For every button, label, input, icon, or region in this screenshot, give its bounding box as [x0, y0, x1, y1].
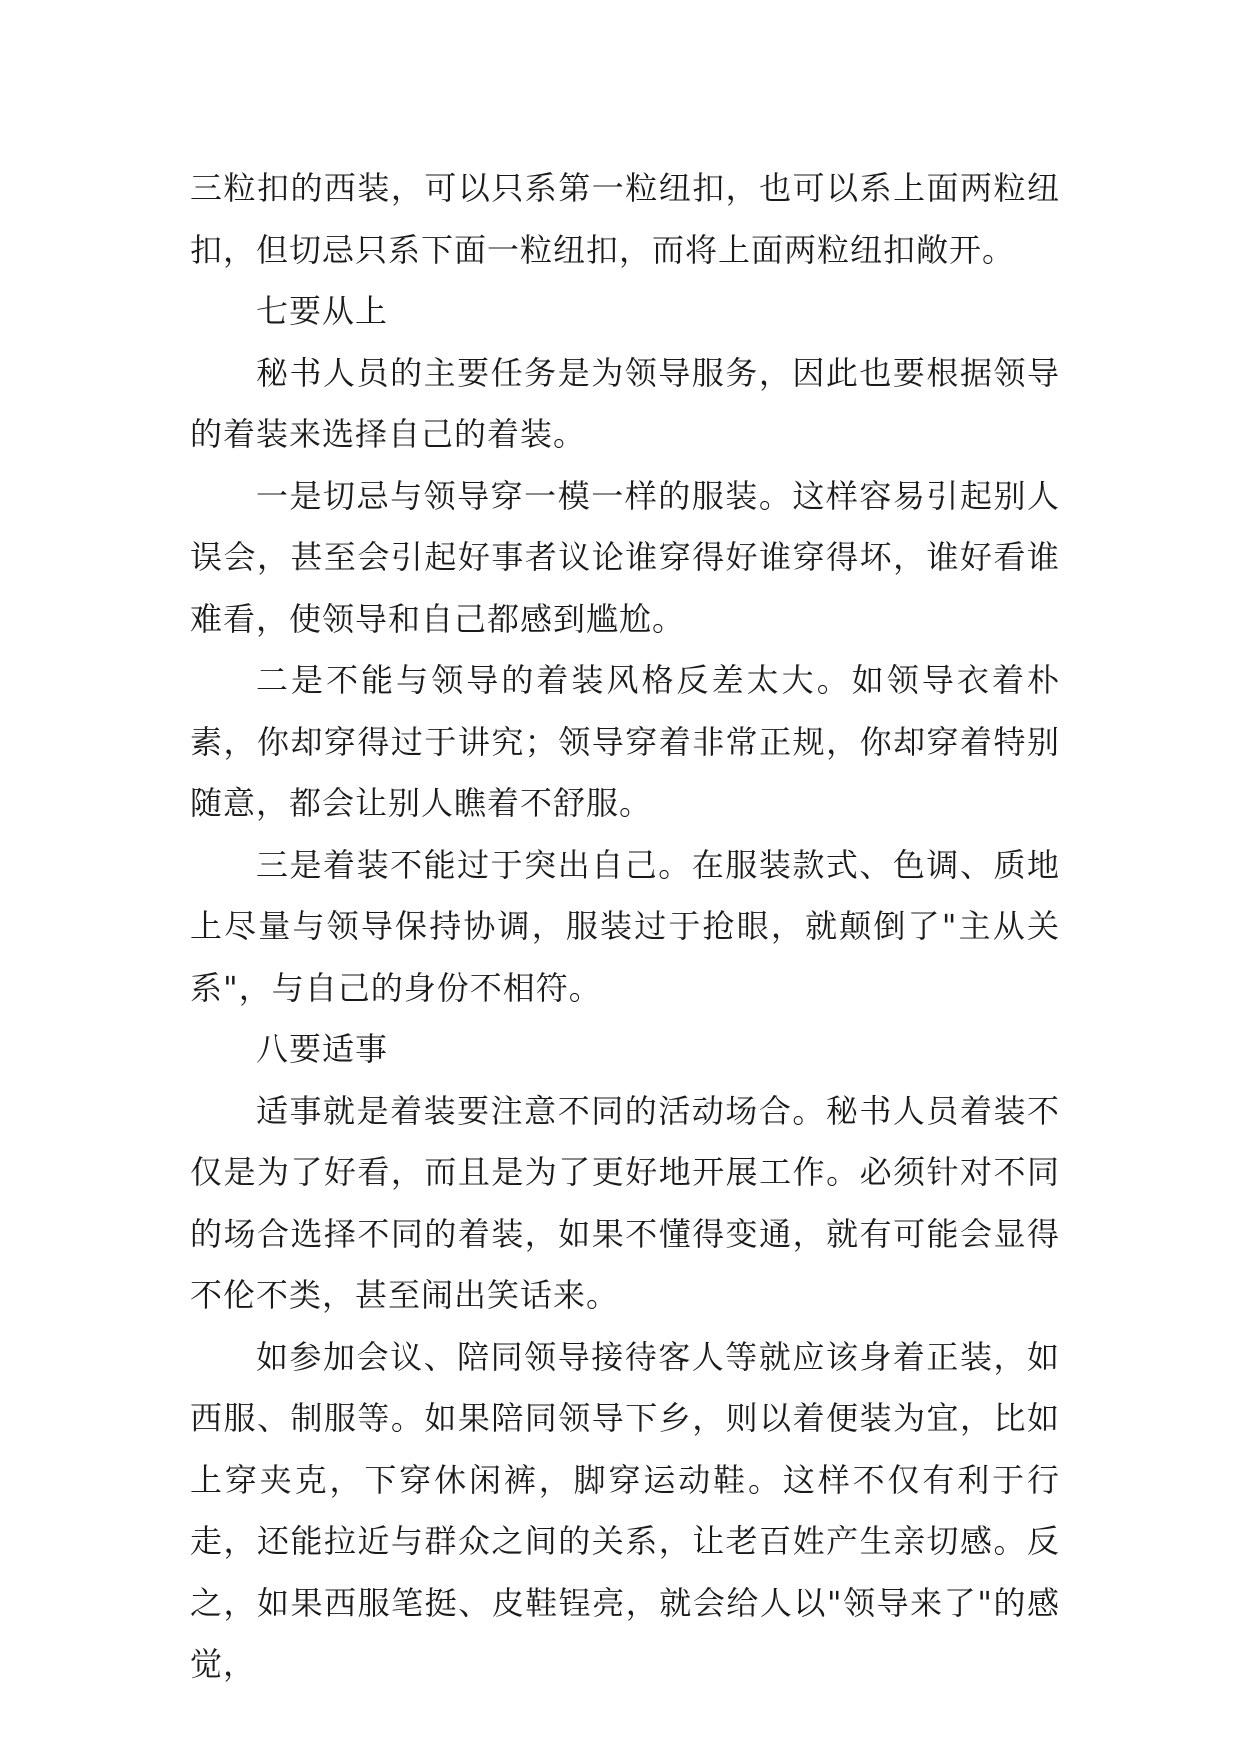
paragraph-point-two: 二是不能与领导的着装风格反差太大。如领导衣着朴素，你却穿得过于讲究；领导穿着非常正规，你却穿着特别随意，都会让别人瞧着不舒服。: [190, 661, 1060, 822]
paragraph-occasion-intro: 适事就是着装要注意不同的活动场合。秘书人员着装不仅是为了好看，而且是为了更好地开展工作。必须针对不同的场合选择不同的着装，如果不懂得变通，就有可能会显得不伦不类，甚至闹出笑话来。: [190, 1091, 1060, 1314]
document-body: [190, 158, 1060, 1696]
paragraph-occasion-examples: 如参加会议、陪同领导接待客人等就应该身着正装，如西服、制服等。如果陪同领导下乡，则以着便装为宜，比如上穿夹克，下穿休闲裤，脚穿运动鞋。这样不仅有利于行走，还能拉近与群众之间的关系，让老百姓产生亲切感。反之，如果西服笔挺、皮鞋锃亮，就会给人以"领导来了"的感觉，: [190, 1337, 1060, 1683]
paragraph-serve-leader: 秘书人员的主要任务是为领导服务，因此也要根据领导的着装来选择自己的着装。: [190, 353, 1060, 453]
heading-eight-suit-occasion: 八要适事: [256, 1030, 389, 1068]
heading-seven-follow-leader: 七要从上: [256, 292, 389, 330]
paragraph-point-one: 一是切忌与领导穿一模一样的服装。这样容易引起别人误会，甚至会引起好事者议论谁穿得好谁穿得坏，谁好看谁难看，使领导和自己都感到尴尬。: [190, 476, 1060, 638]
paragraph-point-three: 三是着装不能过于突出自己。在服装款式、色调、质地上尽量与领导保持协调，服装过于抢眼，就颠倒了"主从关系"，与自己的身份不相符。: [190, 845, 1060, 1007]
paragraph-suit-buttons: 三粒扣的西装，可以只系第一粒纽扣，也可以系上面两粒纽扣，但切忌只系下面一粒纽扣，而将上面两粒纽扣敞开。: [190, 169, 1060, 269]
